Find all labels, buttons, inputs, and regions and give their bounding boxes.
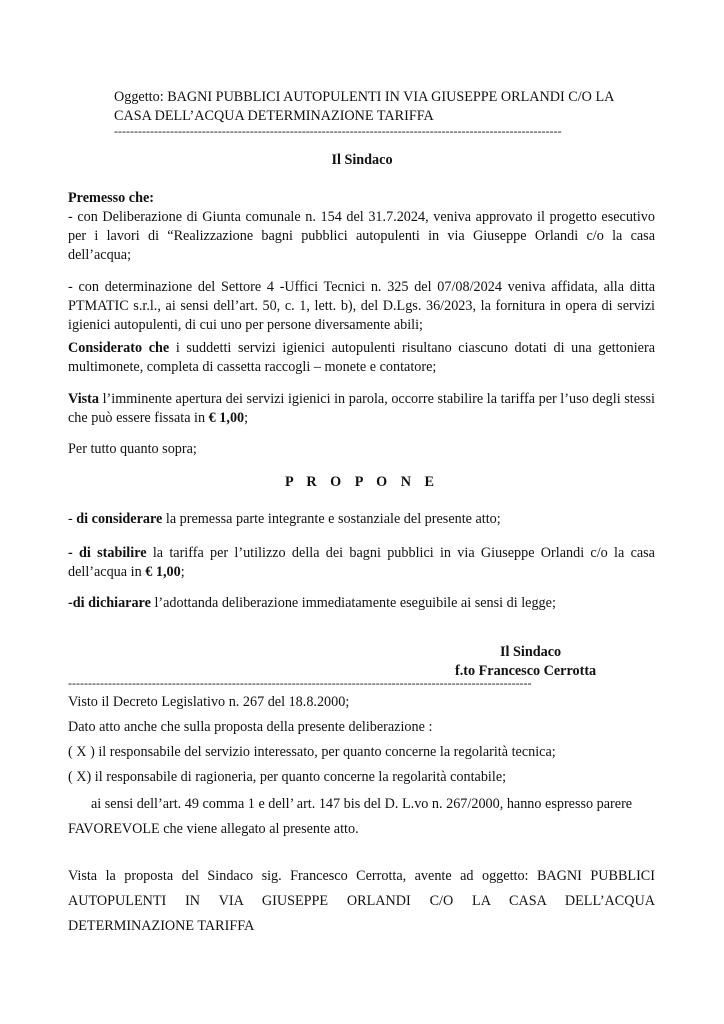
lower-separator: -------------------------------------------------------------------------------------------------------------------- <box>68 676 532 690</box>
visto-text: Visto il Decreto Legislativo n. 267 del 18.8.2000; <box>68 694 350 710</box>
considerato-bold: Considerato che <box>68 340 170 356</box>
signature-role: Il Sindaco <box>500 644 562 660</box>
premesso-heading: Premesso che: <box>68 190 155 206</box>
page-title: Il Sindaco <box>331 152 393 168</box>
check-item-1: ( X ) il responsabile del servizio interessato, per quanto concerne la regolarità tecnica; <box>68 744 556 760</box>
premesso-paragraph-1: - con Deliberazione di Giunta comunale n. 154 del 31.7.2024, veniva approvato il progetto esecutivo per i lavori di “Realizzazione bagni pubblici autopulenti in via Giuseppe Orlandi c/o la casa dell’acqua; <box>68 209 655 263</box>
vista-end: ; <box>244 410 249 426</box>
item3-bold: di dichiarare <box>72 595 151 611</box>
vista-proposta-paragraph: Vista la proposta del Sindaco sig. Francesco Cerrotta, avente ad oggetto: BAGNI PUBBLICI AUTOPULENTI IN VIA GIUSEPPE ORLANDI C/O LA CASA DELL’ACQUA DETERMINAZIONE TARIFFA <box>68 868 655 934</box>
considerato-paragraph <box>68 339 655 377</box>
vista-text: l’imminente apertura dei servizi igienici in parola, occorre stabilire la tariffa per l’uso degli stessi che può essere fissata in <box>68 391 655 426</box>
subject-block <box>114 88 656 126</box>
item1-bold: di considerare <box>76 511 163 527</box>
item2-end: ; <box>180 564 185 580</box>
item2-prefix: - <box>68 545 80 561</box>
per-tutto-text: Per tutto quanto sopra; <box>68 441 197 457</box>
vista-bold: Vista <box>68 391 100 407</box>
propone-item-2 <box>68 544 655 582</box>
item3-text: l’adottanda deliberazione immediatamente eseguibile ai sensi di legge; <box>150 595 556 611</box>
item2-bold: di stabilire <box>79 545 147 561</box>
considerato-text: i suddetti servizi igienici autopulenti risultano ciascuno dotati di una gettoniera multimonete, completa di cassetta raccogli – monete e contatore; <box>68 340 655 375</box>
item2-amount: € 1,00 <box>145 564 181 580</box>
item1-text: la premessa parte integrante e sostanziale del presente atto; <box>162 511 501 527</box>
subject-line1: BAGNI PUBBLICI AUTOPULENTI IN VIA GIUSEPPE ORLANDI C/O LA <box>167 89 615 105</box>
ai-sensi-text: ai sensi dell’art. 49 comma 1 e dell’ art. 147 bis del D. L.vo n. 267/2000, hanno espresso parere <box>91 796 633 812</box>
subject-label: Oggetto: <box>114 89 164 105</box>
vista-paragraph <box>68 390 655 428</box>
vista-amount: € 1,00 <box>208 410 245 426</box>
item1-prefix: - <box>68 511 77 527</box>
signature-name: f.to Francesco Cerrotta <box>455 663 597 679</box>
propone-item-1 <box>68 510 655 529</box>
item2-text: la tariffa per l’utilizzo della dei bagni pubblici in via Giuseppe Orlandi c/o la casa dell’acqua in <box>68 545 655 580</box>
dato-atto-text: Dato atto anche che sulla proposta della presente deliberazione : <box>68 719 433 735</box>
favorevole-text: FAVOREVOLE che viene allegato al presente atto. <box>68 821 359 837</box>
header-separator: ---------------------------------------------------------------------------------------------------------------- <box>114 124 562 138</box>
propone-heading: P R O P O N E <box>284 474 440 490</box>
check-item-2: ( X) il responsabile di ragioneria, per quanto concerne la regolarità contabile; <box>68 769 507 785</box>
premesso-paragraph-2: - con determinazione del Settore 4 -Uffici Tecnici n. 325 del 07/08/2024 veniva affidata, alla ditta PTMATIC s.r.l., ai sensi dell’art. 50, c. 1, lett. b), del D.Lgs. 36/2023, la fornitura in opera di servizi igienici autopulenti, di cui uno per persone diversamente abili; <box>68 279 655 333</box>
item3-prefix: - <box>68 595 73 611</box>
subject-line2: CASA DELL’ACQUA DETERMINAZIONE TARIFFA <box>114 108 434 124</box>
propone-item-3 <box>68 594 655 613</box>
